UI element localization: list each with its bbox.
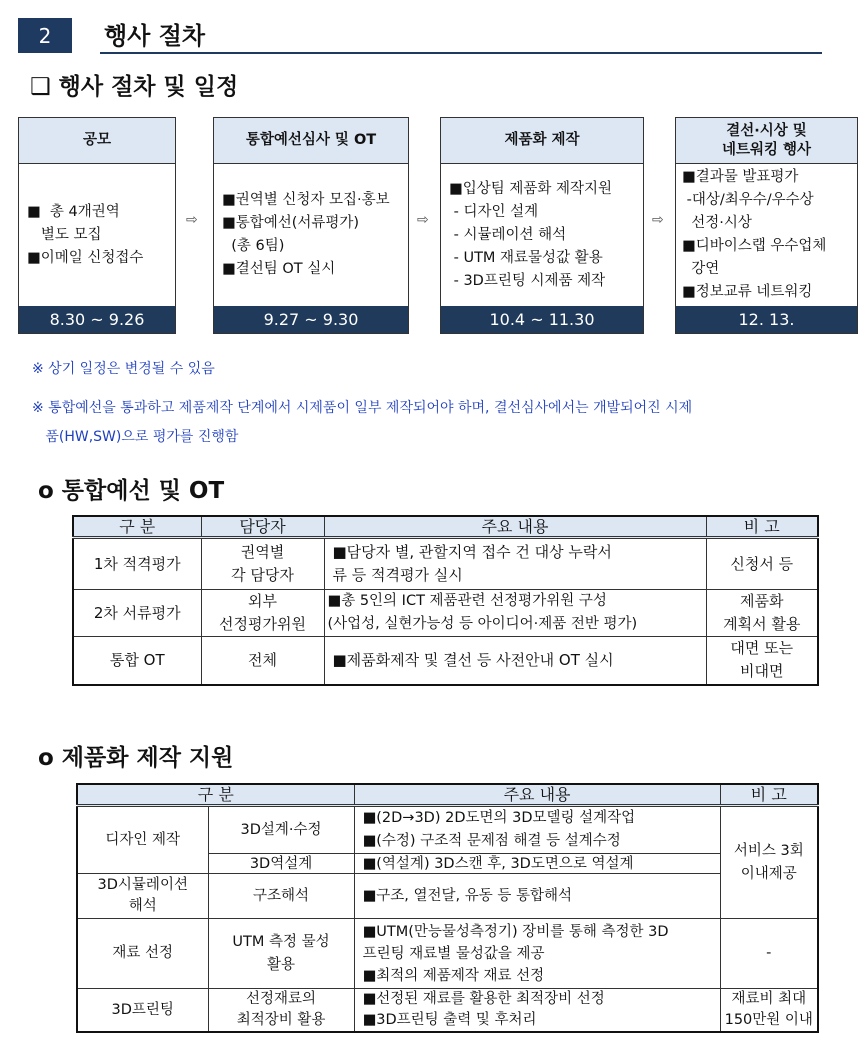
col-header: 구 분 [73,516,201,538]
stage-title: 제품화 제작 [441,118,643,164]
table-row [77,989,818,1033]
col-header: 담당자 [201,516,324,538]
table-header [77,784,818,806]
cell: 신청서 등 [706,538,818,590]
arrow-icon: ⇨ [417,212,429,228]
cell: 1차 적격평가 [73,538,201,590]
stage-box-final [675,117,858,334]
stage-body: ■입상팀 제품화 제작지원 - 디자인 설계 - 시뮬레이션 해석 - UTM 재료물성값 활용 - 3D프린팅 시제품 제작 [449,180,612,289]
table-row [77,919,818,989]
col-header: 비 고 [720,784,818,806]
cell: ■선정된 재료를 활용한 최적장비 선정 ■3D프린팅 출력 및 후처리 [354,989,720,1033]
cell: - [720,919,818,989]
cell: 3D설계·수정 [208,806,354,854]
cell: 2차 서류평가 [73,590,201,637]
section-heading-schedule: ❑ 행사 절차 및 일정 [30,74,239,100]
cell: 권역별 각 담당자 [201,538,324,590]
stage-date: 10.4 ~ 11.30 [441,306,643,333]
table-row [73,590,818,637]
cell: ■총 5인의 ICT 제품관련 선정평가위원 구성 (사업성, 실현가능성 등 아이디어·제품 전반 평가) [324,590,706,637]
title-divider [100,52,822,54]
cell: 재료 선정 [77,919,208,989]
col-header: 비 고 [706,516,818,538]
note: ※ 통합예선을 통과하고 제품제작 단계에서 시제품이 일부 제작되어야 하며, 결선심사에서는 개발되어진 시제 [32,400,693,416]
stage-box-production [440,117,644,334]
note: 품(HW,SW)으로 평가를 진행함 [32,429,239,445]
stage-box-preliminary [213,117,409,334]
stage-title: 통합예선심사 및 OT [214,118,408,164]
stage-body: ■권역별 신청자 모집·홍보 ■통합예선(서류평가) (총 6팀) ■결선팀 OT 실시 [222,192,390,277]
cell: 제품화 계획서 활용 [706,590,818,637]
section-heading-production: o 제품화 제작 지원 [38,745,234,771]
col-header: 주요 내용 [354,784,720,806]
stage-date: 9.27 ~ 9.30 [214,306,408,333]
production-support-table [76,783,819,1033]
table-row [77,874,818,919]
cell: 3D프린팅 [77,989,208,1033]
table-header [73,516,818,538]
cell: 3D역설계 [208,854,354,874]
stage-title: 공모 [19,118,175,164]
section-number-badge: 2 [18,18,72,53]
stage-body: ■결과물 발표평가 -대상/최우수/우수상 선정·시상 ■디바이스랩 우수업체 강연 ■정보교류 네트워킹 [682,169,827,300]
cell: ■UTM(만능물성측정기) 장비를 통해 측정한 3D 프린팅 재료별 물성값을 제공 ■최적의 제품제작 재료 선정 [354,919,720,989]
cell: ■담당자 별, 관할지역 접수 건 대상 누락서 류 등 적격평가 실시 [324,538,706,590]
stage-date: 12. 13. [676,306,857,333]
cell: 3D시뮬레이션 해석 [77,874,208,919]
cell: ■구조, 열전달, 유동 등 통합해석 [354,874,720,919]
stage-body: ■ 총 4개권역 별도 모집 ■이메일 신청접수 [27,203,144,266]
cell: UTM 측정 물성 활용 [208,919,354,989]
col-header: 구 분 [77,784,354,806]
cell: 구조해석 [208,874,354,919]
preliminary-table [72,515,819,686]
cell: 디자인 제작 [77,806,208,874]
cell: ■(2D→3D) 2D도면의 3D모델링 설계작업 ■(수정) 구조적 문제점 해결 등 설계수정 [354,806,720,854]
cell: 통합 OT [73,637,201,685]
table-row [73,637,818,685]
cell: 서비스 3회 이내제공 [720,806,818,919]
cell: ■제품화제작 및 결선 등 사전안내 OT 실시 [324,637,706,685]
stage-box-recruit [18,117,176,334]
table-row [77,806,818,854]
page-title: 행사 절차 [104,22,206,50]
cell: 대면 또는 비대면 [706,637,818,685]
cell: ■(역설계) 3D스캔 후, 3D도면으로 역설계 [354,854,720,874]
note: ※ 상기 일정은 변경될 수 있음 [32,361,215,377]
col-header: 주요 내용 [324,516,706,538]
stage-title: 결선·시상 및 네트워킹 행사 [676,118,857,164]
stage-date: 8.30 ~ 9.26 [19,306,175,333]
cell: 재료비 최대 150만원 이내 [720,989,818,1033]
cell: 전체 [201,637,324,685]
arrow-icon: ⇨ [652,212,664,228]
section-heading-preliminary: o 통합예선 및 OT [38,478,225,504]
cell: 외부 선정평가위원 [201,590,324,637]
table-row [73,538,818,590]
arrow-icon: ⇨ [186,212,198,228]
cell: 선정재료의 최적장비 활용 [208,989,354,1033]
